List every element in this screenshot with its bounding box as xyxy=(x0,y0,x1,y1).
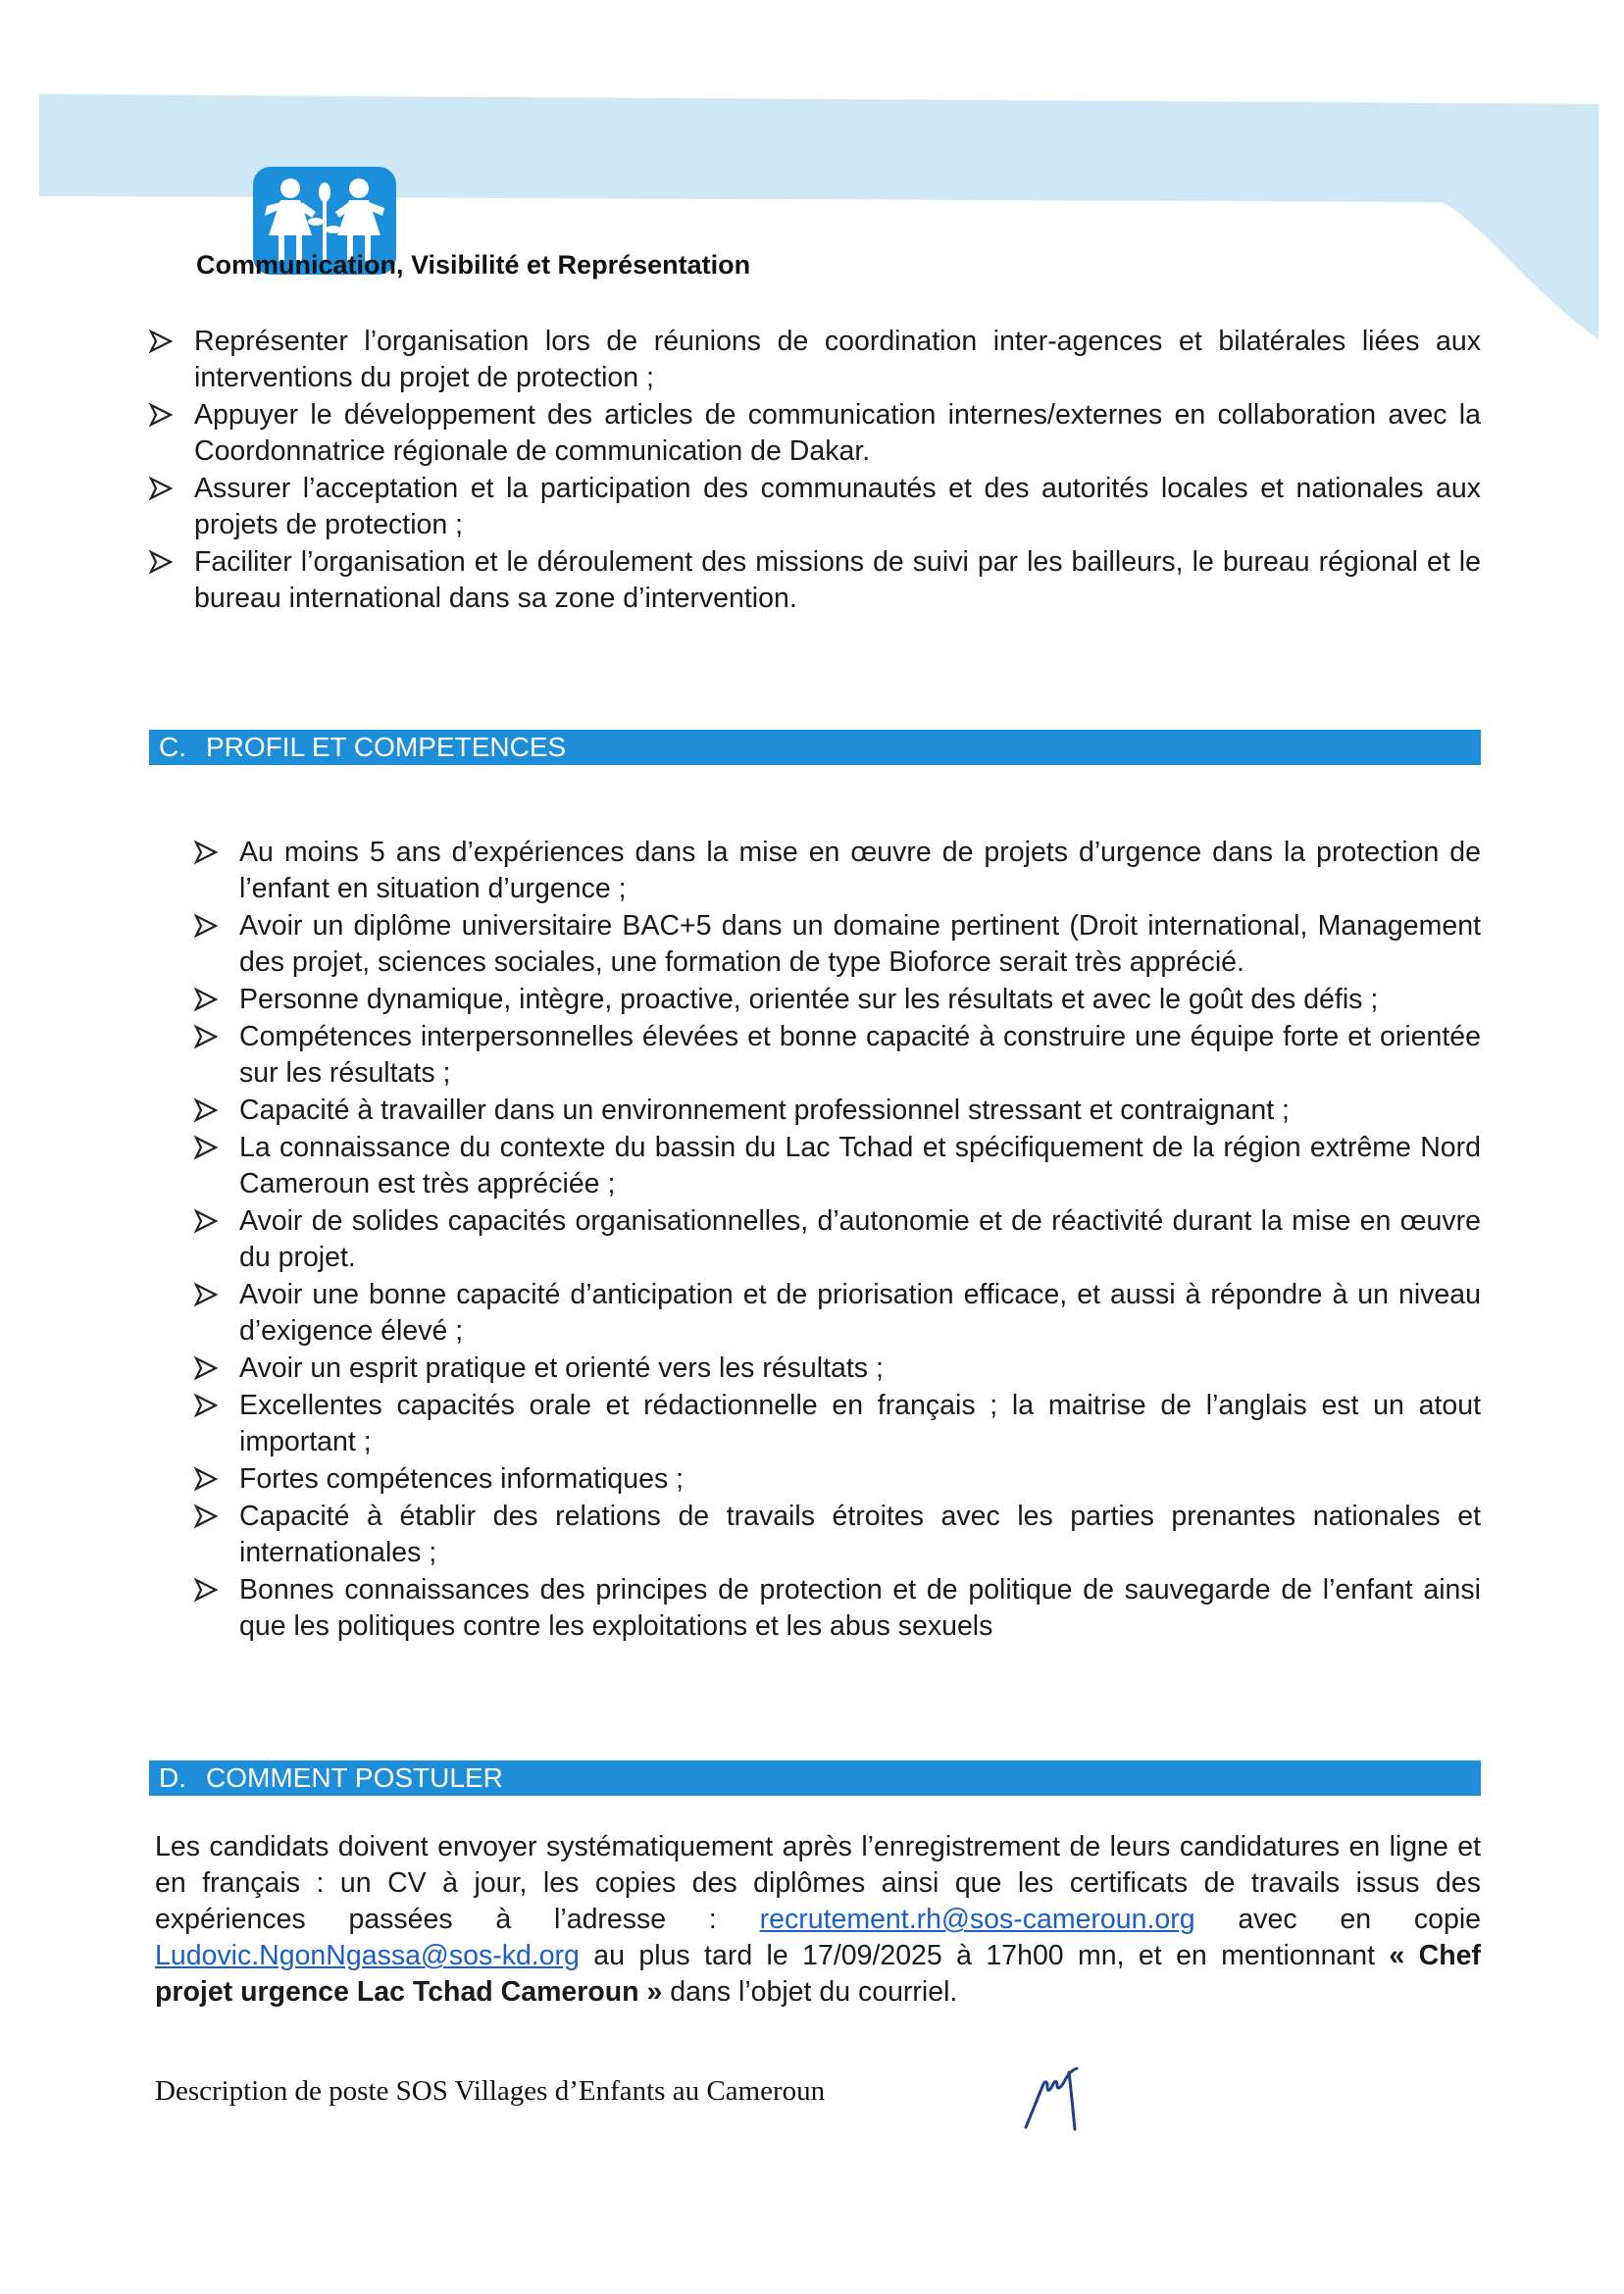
list-item: Faciliter l’organisation et le déroulement des missions de suivi par les bailleurs, le bureau régional et le bureau international dans sa zone d’intervention. xyxy=(147,544,1481,617)
list-item: La connaissance du contexte du bassin du Lac Tchad et spécifiquement de la région extrême Nord Cameroun est très appréciée ; xyxy=(192,1130,1481,1202)
apply-paragraph: Les candidats doivent envoyer systématiquement après l’enregistrement de leurs candidatures en ligne et en français : un CV à jour, les copies des diplômes ainsi que les certificats de travails issus des expériences passées à l’adresse : recrutement.rh@sos-cameroun.org avec en copie Ludovic.NgonNgassa@sos-kd.org au plus tard le 17/09/2025 à 17h00 mn, et en mentionnant « Chef projet urgence Lac Tchad Cameroun » dans l’objet du courriel. xyxy=(155,1831,1481,2008)
arrowhead-bullet-icon xyxy=(192,835,222,871)
list-item: Au moins 5 ans d’expériences dans la mise en œuvre de projets d’urgence dans la protection de l’enfant en situation d’urgence ; xyxy=(192,835,1481,907)
section-c-title: PROFIL ET COMPETENCES xyxy=(206,732,567,762)
list-item: Assurer l’acceptation et la participation des communautés et des autorités locales et nationales aux projets de protection ; xyxy=(147,471,1481,543)
signature-icon xyxy=(1020,2055,1108,2133)
list-item: Avoir un esprit pratique et orienté vers les résultats ; xyxy=(192,1351,1481,1387)
list-item: Capacité à établir des relations de travails étroites avec les parties prenantes nationales et internationales ; xyxy=(192,1499,1481,1571)
arrowhead-bullet-icon xyxy=(147,324,177,360)
section-d-letter: D. xyxy=(159,1762,186,1793)
section-comm-title: Communication, Visibilité et Représentation xyxy=(196,250,751,280)
list-item: Excellentes capacités orale et rédactionnelle en français ; la maitrise de l’anglais est un atout important ; xyxy=(192,1388,1481,1460)
comm-list xyxy=(147,324,1481,618)
list-item: Compétences interpersonnelles élevées et bonne capacité à construire une équipe forte et orientée sur les résultats ; xyxy=(192,1019,1481,1092)
arrowhead-bullet-icon xyxy=(192,1461,222,1498)
list-item: Avoir de solides capacités organisationnelles, d’autonomie et de réactivité durant la mise en œuvre du projet. xyxy=(192,1203,1481,1276)
section-c-header xyxy=(149,730,1481,765)
list-item: Bonnes connaissances des principes de protection et de politique de sauvegarde de l’enfant ainsi que les politiques contre les exploitations et les abus sexuels xyxy=(192,1572,1481,1645)
list-item: Avoir une bonne capacité d’anticipation et de priorisation efficace, et aussi à répondre à un niveau d’exigence élevé ; xyxy=(192,1277,1481,1350)
section-c-letter: C. xyxy=(159,732,186,762)
email-subject: « Chef projet urgence Lac Tchad Cameroun » xyxy=(155,1940,1481,2008)
arrowhead-bullet-icon xyxy=(192,1093,222,1129)
footer-text: Description de poste SOS Villages d’Enfants au Cameroun xyxy=(155,2075,826,2107)
arrowhead-bullet-icon xyxy=(192,1499,222,1535)
arrowhead-bullet-icon xyxy=(192,1388,222,1424)
arrowhead-bullet-icon xyxy=(192,1203,222,1240)
section-d-title: COMMENT POSTULER xyxy=(206,1762,503,1793)
section-d-header xyxy=(149,1760,1481,1796)
list-item: Personne dynamique, intègre, proactive, orientée sur les résultats et avec le goût des défis ; xyxy=(192,982,1481,1018)
arrowhead-bullet-icon xyxy=(147,544,177,581)
list-item: Appuyer le développement des articles de communication internes/externes en collaboration avec la Coordonnatrice régionale de communication de Dakar. xyxy=(147,397,1481,470)
list-item: Avoir un diplôme universitaire BAC+5 dans un domaine pertinent (Droit international, Management des projet, sciences sociales, une formation de type Bioforce serait très apprécié. xyxy=(192,908,1481,981)
profile-list xyxy=(192,835,1481,1646)
arrowhead-bullet-icon xyxy=(192,908,222,944)
arrowhead-bullet-icon xyxy=(192,1019,222,1055)
arrowhead-bullet-icon xyxy=(147,471,177,507)
arrowhead-bullet-icon xyxy=(192,1130,222,1166)
arrowhead-bullet-icon xyxy=(192,1572,222,1608)
arrowhead-bullet-icon xyxy=(192,1351,222,1387)
arrowhead-bullet-icon xyxy=(192,982,222,1018)
email-link-copy[interactable]: Ludovic.NgonNgassa@sos-kd.org xyxy=(155,1940,580,1971)
list-item: Fortes compétences informatiques ; xyxy=(192,1461,1481,1498)
list-item: Capacité à travailler dans un environnement professionnel stressant et contraignant ; xyxy=(192,1093,1481,1129)
email-link-recrutement[interactable]: recrutement.rh@sos-cameroun.org xyxy=(759,1904,1195,1935)
list-item: Représenter l’organisation lors de réunions de coordination inter-agences et bilatérales liées aux interventions du projet de protection ; xyxy=(147,324,1481,396)
arrowhead-bullet-icon xyxy=(147,397,177,433)
arrowhead-bullet-icon xyxy=(192,1277,222,1313)
